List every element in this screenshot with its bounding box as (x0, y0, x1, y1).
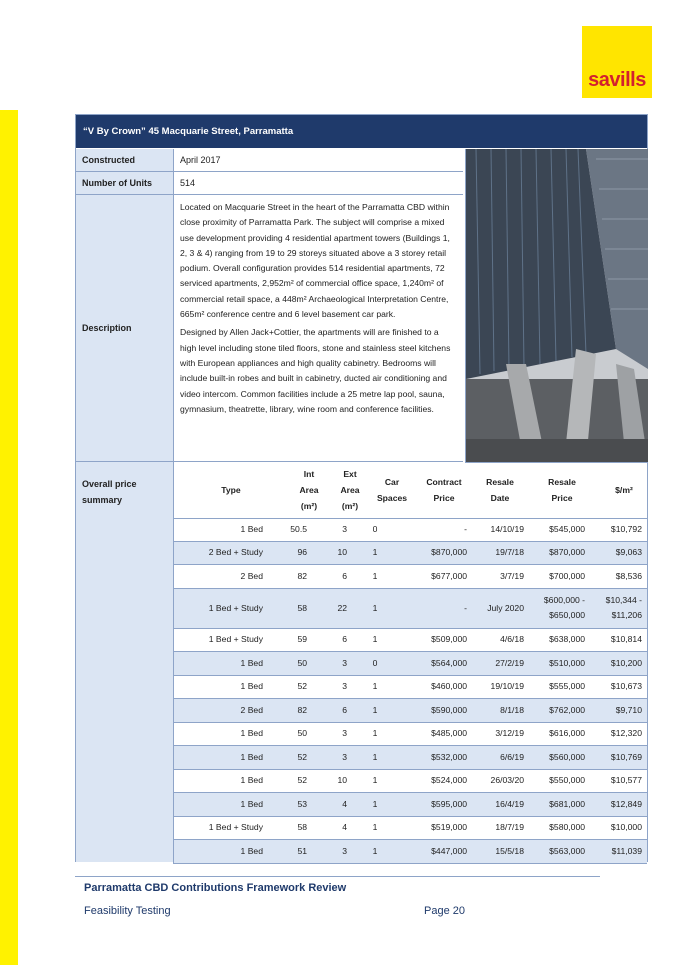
cell-int: 51 (297, 845, 307, 856)
cell-int: 58 (297, 822, 307, 833)
cell-type: 1 Bed + Study (208, 634, 263, 645)
cell-psm: $10,814 (610, 634, 642, 645)
cell-type: 1 Bed (240, 798, 263, 809)
table-row (173, 652, 647, 676)
cell-ext: 10 (337, 547, 347, 558)
cell-car: 1 (372, 681, 378, 692)
cell-resale: $560,000 (549, 751, 585, 762)
cell-psm: $12,320 (610, 728, 642, 739)
cell-contract: $564,000 (431, 657, 467, 668)
cell-car: 1 (372, 602, 378, 613)
cell-type: 1 Bed (240, 775, 263, 786)
cell-ext: 3 (342, 845, 347, 856)
summary-left-column (76, 518, 173, 862)
cell-ext: 22 (337, 602, 347, 613)
cell-contract: - (464, 602, 467, 613)
cell-type: 2 Bed + Study (208, 547, 263, 558)
col-resale-price: Resale Price (548, 477, 576, 503)
table-row (173, 676, 647, 700)
cell-resale: $870,000 (549, 547, 585, 558)
cell-date: 27/2/19 (495, 657, 524, 668)
cell-psm: $10,200 (610, 657, 642, 668)
cell-ext: 3 (342, 657, 347, 668)
cell-contract: $509,000 (431, 634, 467, 645)
cell-date: 16/4/19 (495, 798, 524, 809)
property-title: “V By Crown” 45 Macquarie Street, Parramatta (76, 115, 647, 148)
savills-logo (582, 26, 652, 98)
footer-title: Parramatta CBD Contributions Framework Review (84, 882, 347, 894)
cell-date: 3/12/19 (495, 728, 524, 739)
cell-int: 82 (297, 570, 307, 581)
cell-resale: $550,000 (549, 775, 585, 786)
cell-psm: $9,063 (615, 547, 642, 558)
cell-date: 4/6/18 (500, 634, 524, 645)
cell-car: 1 (372, 845, 378, 856)
cell-resale: $600,000 - $650,000 (543, 595, 585, 620)
cell-ext: 6 (342, 634, 347, 645)
units-value: 514 (173, 172, 463, 195)
cell-car: 1 (372, 704, 378, 715)
cell-ext: 6 (342, 570, 347, 581)
cell-psm: $10,344 - $11,206 (605, 595, 642, 620)
cell-car: 1 (372, 751, 378, 762)
cell-date: 14/10/19 (490, 523, 524, 534)
constructed-value: April 2017 (173, 149, 463, 172)
cell-contract: $519,000 (431, 822, 467, 833)
cell-contract: $460,000 (431, 681, 467, 692)
cell-car: 1 (372, 634, 378, 645)
constructed-label: Constructed (76, 149, 173, 172)
table-row (173, 746, 647, 770)
cell-resale: $563,000 (549, 845, 585, 856)
cell-psm: $9,710 (615, 704, 642, 715)
table-row (173, 629, 647, 653)
table-row (173, 565, 647, 589)
cell-psm: $10,000 (610, 822, 642, 833)
cell-resale: $545,000 (549, 523, 585, 534)
table-row (173, 817, 647, 841)
cell-int: 53 (297, 798, 307, 809)
cell-psm: $10,577 (610, 775, 642, 786)
cell-resale: $510,000 (549, 657, 585, 668)
cell-type: 1 Bed + Study (208, 822, 263, 833)
cell-date: 26/03/20 (490, 775, 524, 786)
table-row (173, 699, 647, 723)
cell-type: 1 Bed (240, 657, 263, 668)
cell-type: 2 Bed (240, 704, 263, 715)
cell-date: July 2020 (487, 602, 524, 613)
col-psm: $/m² (615, 485, 633, 495)
cell-ext: 6 (342, 704, 347, 715)
units-label: Number of Units (76, 172, 173, 195)
cell-resale: $580,000 (549, 822, 585, 833)
cell-psm: $10,792 (610, 523, 642, 534)
cell-int: 52 (297, 775, 307, 786)
cell-type: 1 Bed (240, 845, 263, 856)
cell-psm: $12,849 (610, 798, 642, 809)
cell-car: 1 (372, 570, 378, 581)
footer-divider (75, 876, 600, 877)
cell-car: 1 (372, 728, 378, 739)
cell-resale: $616,000 (549, 728, 585, 739)
cell-car: 1 (372, 547, 378, 558)
cell-type: 1 Bed (240, 681, 263, 692)
cell-resale: $638,000 (549, 634, 585, 645)
cell-psm: $11,039 (611, 845, 642, 856)
col-type: Type (221, 485, 241, 495)
cell-type: 1 Bed (240, 728, 263, 739)
cell-ext: 3 (342, 728, 347, 739)
cell-date: 19/10/19 (490, 681, 524, 692)
description-paragraph-2: Designed by Allen Jack+Cottier, the apartments will are finished to a high level including stone tiled floors, stone and stainless steel kitchens with European appliances and high quality cabinetry. Bedrooms will include built-in robes and built in cabinetry, ducted air conditioning and video intercom. Common facilities include a 25 metre lap pool, sauna, gymnasium, theatrette, library, wine room and conference facilities. (180, 327, 451, 414)
cell-resale: $762,000 (549, 704, 585, 715)
cell-resale: $555,000 (549, 681, 585, 692)
cell-date: 6/6/19 (500, 751, 524, 762)
col-int-area: Int Area (m²) (299, 469, 319, 511)
logo-text: savills (588, 69, 646, 91)
cell-type: 1 Bed + Study (208, 602, 263, 613)
table-row (173, 793, 647, 817)
cell-ext: 10 (337, 775, 347, 786)
cell-car: 1 (372, 775, 378, 786)
cell-ext: 4 (342, 798, 347, 809)
cell-contract: $870,000 (431, 547, 467, 558)
table-row (173, 770, 647, 794)
building-photo (465, 149, 648, 463)
cell-ext: 4 (342, 822, 347, 833)
cell-ext: 3 (342, 523, 347, 534)
cell-date: 3/7/19 (500, 570, 524, 581)
cell-type: 1 Bed (240, 751, 263, 762)
cell-contract: $590,000 (431, 704, 467, 715)
cell-int: 82 (297, 704, 307, 715)
cell-int: 96 (297, 547, 307, 558)
table-row (173, 589, 647, 629)
cell-ext: 3 (342, 751, 347, 762)
cell-int: 59 (297, 634, 307, 645)
cell-date: 15/5/18 (495, 845, 524, 856)
property-card (75, 114, 648, 862)
cell-resale: $681,000 (549, 798, 585, 809)
cell-int: 50.5 (290, 523, 307, 534)
col-contract-price: Contract Price (426, 477, 462, 503)
cell-int: 52 (297, 681, 307, 692)
cell-resale: $700,000 (549, 570, 585, 581)
cell-date: 19/7/18 (495, 547, 524, 558)
cell-ext: 3 (342, 681, 347, 692)
building-photo-illustration (466, 149, 648, 462)
col-resale-date: Resale Date (486, 477, 514, 503)
table-row (173, 840, 647, 864)
cell-psm: $10,769 (610, 751, 642, 762)
table-row (173, 518, 647, 542)
cell-contract: $524,000 (431, 775, 467, 786)
cell-car: 1 (372, 822, 378, 833)
cell-psm: $8,536 (615, 570, 642, 581)
cell-date: 8/1/18 (500, 704, 524, 715)
cell-car: 0 (372, 523, 378, 534)
cell-contract: $595,000 (431, 798, 467, 809)
cell-int: 52 (297, 751, 307, 762)
cell-contract: $447,000 (431, 845, 467, 856)
col-ext-area: Ext Area (m²) (340, 469, 360, 511)
description-label: Description (76, 195, 173, 462)
cell-int: 50 (297, 657, 307, 668)
cell-date: 18/7/19 (495, 822, 524, 833)
description-text (173, 195, 463, 462)
footer-page-number: Page 20 (424, 905, 465, 917)
cell-car: 0 (372, 657, 378, 668)
cell-car: 1 (372, 798, 378, 809)
cell-type: 1 Bed (240, 523, 263, 534)
table-row (173, 723, 647, 747)
cell-psm: $10,673 (610, 681, 642, 692)
summary-label: Overall price summary (76, 462, 173, 518)
cell-int: 50 (297, 728, 307, 739)
cell-int: 58 (297, 602, 307, 613)
cell-contract: $677,000 (431, 570, 467, 581)
cell-contract: - (464, 523, 467, 534)
table-row (173, 542, 647, 566)
cell-contract: $532,000 (431, 751, 467, 762)
cell-contract: $485,000 (431, 728, 467, 739)
description-paragraph-1: Located on Macquarie Street in the heart of the Parramatta CBD within close proximity of Parramatta Park. The subject will comprise a mixed use development providing 4 residential apartment towers (Buildings 1, 2, 3 & 4) ranging from 19 to 29 storeys situated above a 3 storey retail podium. Overall configuration provides 514 residential apartments, 72 serviced apartments, 2,952m² of commercial office space, 1,240m² of commercial retail space, a 448m² Archaeological Interpretation Centre, 665m² conference centre and 6 level basement car park. (180, 202, 450, 320)
footer-section: Feasibility Testing (84, 905, 171, 917)
cell-type: 2 Bed (240, 570, 263, 581)
yellow-side-bar (0, 110, 18, 965)
col-car-spaces: Car Spaces (376, 477, 408, 503)
